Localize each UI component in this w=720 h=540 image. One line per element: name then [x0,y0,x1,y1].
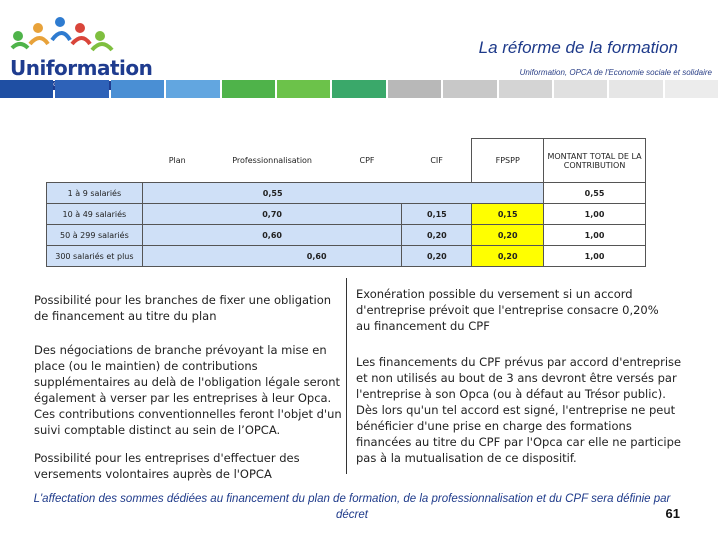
table-row [47,246,646,267]
cell-cif: 0,15 [402,204,472,225]
footer-note: L'affectation des sommes dédiées au financement du plan de formation, de la professionnalisation et du CPF sera définie par décret [33,493,671,521]
cell-fpspp: 0,15 [472,204,544,225]
cell-merged: 0,60 [142,225,402,246]
header-cpf: CPF [359,155,375,165]
text-branch-obligation: Possibilité pour les branches de fixer une obligation de financement au titre du plan [34,293,332,323]
text-exoneration: Exonération possible du versement si un accord d'entreprise prévoit que l'entreprise consacre 0,20% au financement du CPF [356,287,659,333]
text-branch-negotiations: Des négociations de branche prévoyant la mise en place (ou le maintien) de contributions supplémentaires au delà de l'obligation légale seront également à verser par les entreprises à leur Opca. Ces contributions conventionnelles feront l'objet d'un suivi comptable distinct au sein de l’OPCA. [34,343,342,437]
logo-figures-icon [8,14,118,58]
text-voluntary-payments: Possibilité pour les entreprises d'effectuer des versements volontaires auprès de l'OPCA [34,451,300,481]
stripe-segment [55,80,108,98]
cell-cif: 0,20 [402,246,472,267]
stripe-segment [166,80,219,98]
cell-total: 1,00 [544,246,646,267]
cell-cif: 0,20 [402,225,472,246]
cell-fpspp: 0,20 [472,225,544,246]
cell-fpspp: 0,20 [472,246,544,267]
header-total: MONTANT TOTAL DE LA CONTRIBUTION [544,139,646,183]
cell-total: 1,00 [544,204,646,225]
logo-wordmark: Uniformation [10,56,153,80]
header-fpspp: FPSPP [472,139,544,183]
cell-total: 0,55 [544,183,646,204]
stripe-segment [665,80,718,98]
page-subtitle: Uniformation, OPCA de l'Economie sociale et solidaire [519,68,712,77]
cell-merged: 0,55 [142,183,543,204]
cell-merged: 0,70 [142,204,402,225]
stripe-segment [332,80,385,98]
header-cif: CIF [430,155,443,165]
header-plan: Plan [168,155,186,165]
header-corner [47,139,143,183]
stripe-segment [499,80,552,98]
row-label: 300 salariés et plus [47,246,143,267]
header-professionnalisation: Professionnalisation [232,155,312,165]
stripe-segment [222,80,275,98]
color-stripe [0,80,720,98]
row-label: 50 à 299 salariés [47,225,143,246]
stripe-segment [609,80,662,98]
contribution-table [46,138,646,267]
stripe-segment [388,80,441,98]
stripe-segment [554,80,607,98]
stripe-segment [443,80,496,98]
cell-merged: 0,60 [142,246,402,267]
column-divider [346,278,347,474]
text-cpf-financing: Les financements du CPF prévus par accord d'entreprise et non utilisés au bout de 3 ans devront être versés par l'entreprise à son Opca (ou à défaut au Trésor public). Dès lors qu'un tel accord est signé, l'entreprise ne peut bénéficier d'une prise en charge des formations financées au titre du CPF par l'Opca car elle ne participe pas à la mutualisation de ce dispositif. [356,355,682,465]
stripe-segment [277,80,330,98]
page-title: La réforme de la formation [478,38,678,57]
table-row [47,183,646,204]
stripe-segment [111,80,164,98]
table-row [47,225,646,246]
table-row [47,204,646,225]
row-label: 1 à 9 salariés [47,183,143,204]
stripe-segment [0,80,53,98]
page-number: 61 [665,506,680,521]
cell-total: 1,00 [544,225,646,246]
table-header-row [47,139,646,183]
row-label: 10 à 49 salariés [47,204,143,225]
